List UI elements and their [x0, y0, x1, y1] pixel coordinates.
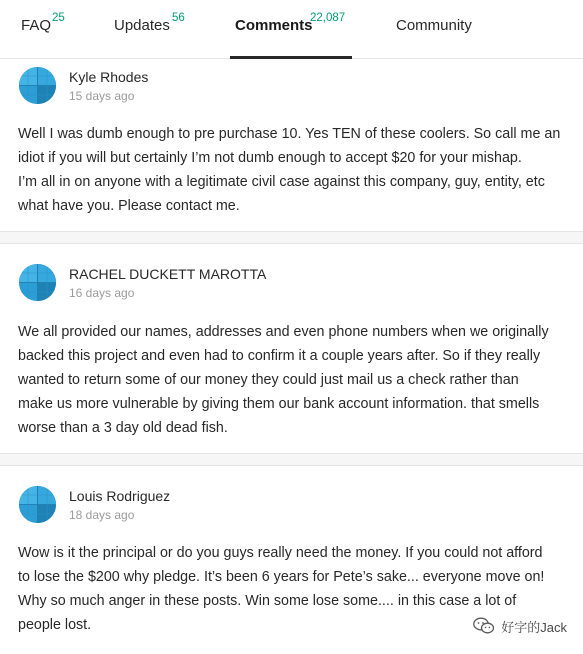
avatar[interactable] [19, 264, 56, 301]
comment-line: what have you. Please contact me. [18, 198, 240, 214]
comment-divider [0, 231, 583, 244]
comment-timestamp[interactable]: 18 days ago [69, 508, 135, 522]
comment-line: Wow is it the principal or do you guys really need the money. If you could not afford [18, 545, 543, 561]
comment-line: wanted to return some of our money they could just mail us a check rather than [18, 372, 519, 388]
comment-line: Well I was dumb enough to pre purchase 10. Yes TEN of these coolers. So call me an [18, 126, 561, 142]
comment-body [18, 122, 570, 218]
comment-line: people lost. [18, 617, 92, 633]
comment-line: make us more vulnerable by giving them our bank account information. that smells [18, 396, 540, 412]
tab-comments-count: 22,087 [310, 12, 346, 24]
comment-item [0, 244, 583, 453]
wechat-icon [473, 617, 495, 635]
tab-community[interactable] [382, 0, 492, 58]
avatar[interactable] [19, 67, 56, 104]
tab-updates-label: Updates [114, 17, 170, 34]
tab-faq[interactable] [0, 0, 92, 58]
avatar-image [19, 67, 56, 104]
comment-item [0, 59, 583, 231]
tab-updates[interactable] [98, 0, 208, 58]
comment-line: Why so much anger in these posts. Win some lose some.... in this case a lot of [18, 593, 517, 609]
comment-divider [0, 453, 583, 466]
tab-faq-label: FAQ [21, 17, 52, 34]
comment-timestamp[interactable]: 16 days ago [69, 286, 135, 300]
avatar-image [19, 486, 56, 523]
tab-comments-label: Comments [235, 17, 313, 34]
tab-comments[interactable] [230, 0, 352, 58]
comment-line: backed this project and even had to confirm it a couple years after. So if they really [18, 348, 541, 364]
comment-line: idiot if you will but certainly I’m not dumb enough to accept $20 for your mishap. [18, 150, 522, 166]
comment-line: We all provided our names, addresses and even phone numbers when we originally [18, 324, 549, 340]
comment-line: worse than a 3 day old dead fish. [18, 420, 228, 436]
tab-faq-count: 25 [52, 12, 65, 24]
watermark-text: 好字的Jack [501, 619, 567, 635]
comment-line: to lose the $200 why pledge. It’s been 6 years for Pete’s sake... everyone move on! [18, 569, 545, 585]
watermark [473, 616, 567, 636]
tab-community-label: Community [396, 17, 472, 34]
avatar-image [19, 264, 56, 301]
comment-line: I’m all in on anyone with a legitimate civil case against this company, guy, entity, etc [18, 174, 545, 190]
comment-timestamp[interactable]: 15 days ago [69, 89, 135, 103]
tab-bar [0, 0, 583, 59]
comment-author[interactable]: RACHEL DUCKETT MAROTTA [69, 266, 267, 282]
comment-author[interactable]: Louis Rodriguez [69, 488, 171, 504]
comment-body [18, 320, 570, 440]
comment-author[interactable]: Kyle Rhodes [69, 69, 149, 85]
avatar[interactable] [19, 486, 56, 523]
tab-updates-count: 56 [172, 12, 185, 24]
